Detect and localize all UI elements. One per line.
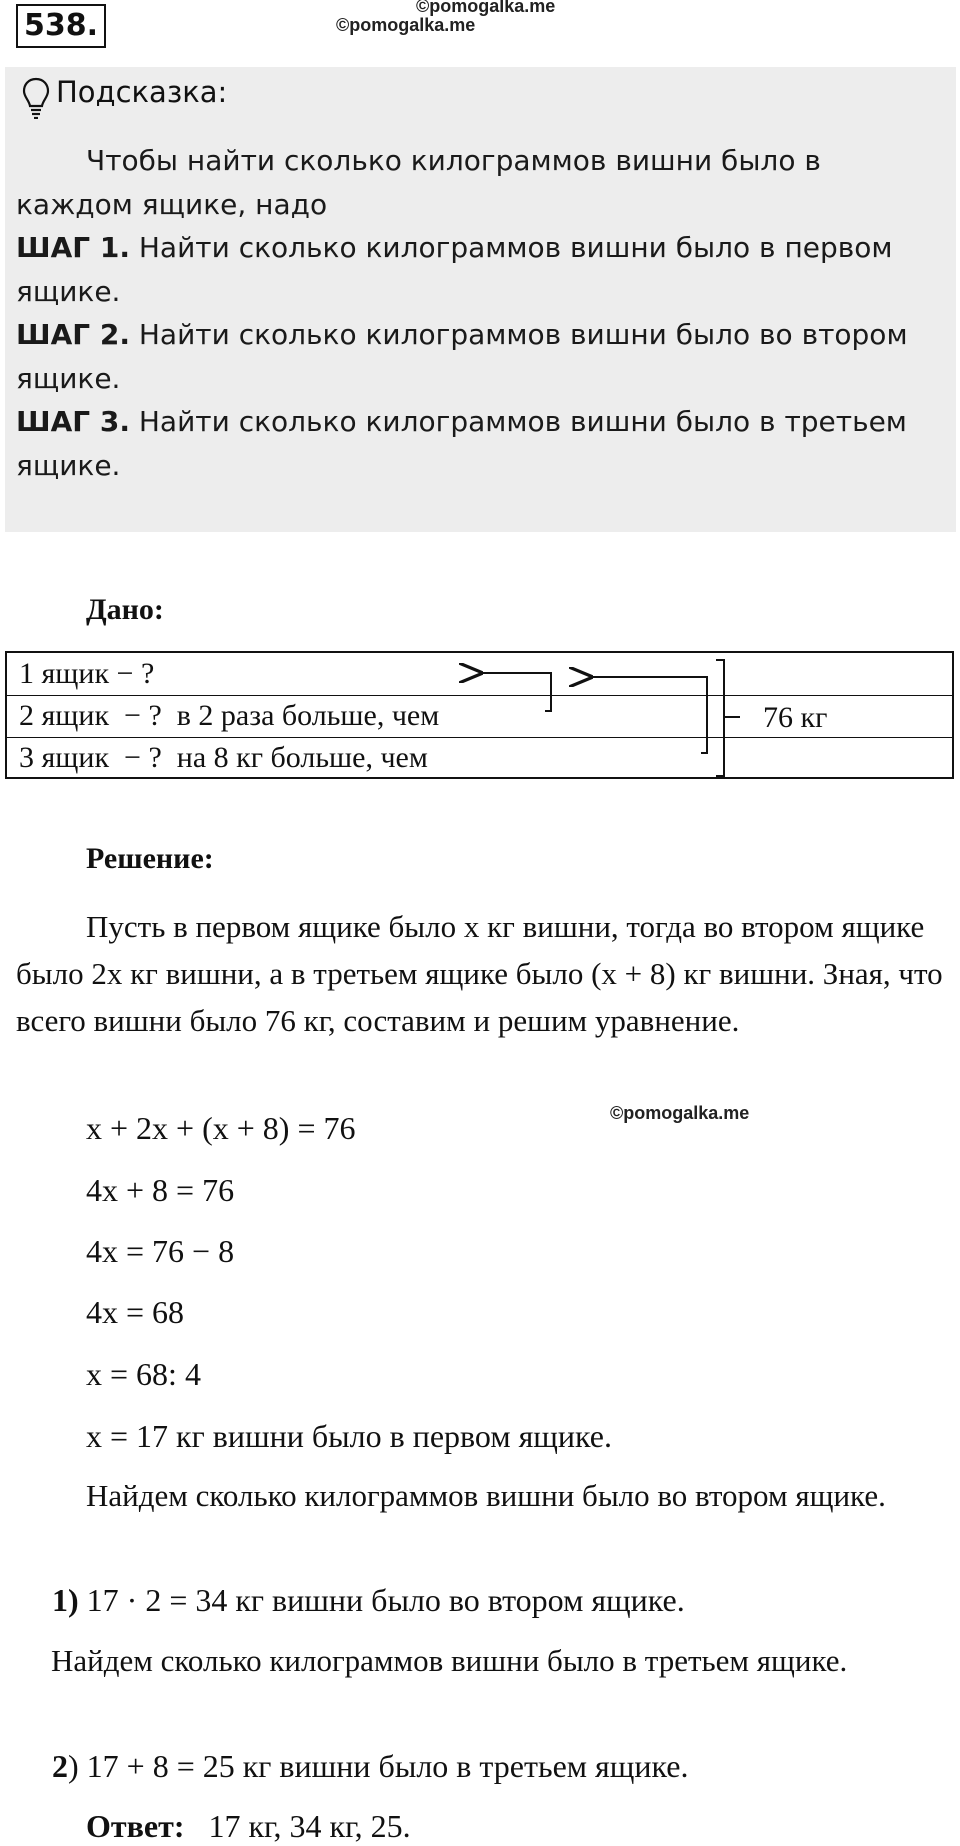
given-table <box>5 651 954 779</box>
equation-1: x + 2x + (x + 8) = 76 <box>86 1110 356 1146</box>
given-row-1: 1 ящик − ? <box>19 657 155 690</box>
hint-box <box>5 67 956 532</box>
find-third-text: Найдем сколько килограммов вишни было в третьем ящике. <box>51 1643 848 1678</box>
equation-2: 4x + 8 = 76 <box>86 1172 235 1208</box>
hint-intro: Чтобы найти сколько килограммов вишни было в каждом ящике, надо <box>16 144 821 221</box>
task-number-box <box>16 4 106 48</box>
solution-heading: Решение: <box>86 842 214 875</box>
answer <box>86 1806 411 1846</box>
lightbulb-icon <box>21 77 51 119</box>
task-number-dot: . <box>86 8 99 43</box>
answer-label: Ответ: <box>86 1808 185 1844</box>
watermark: ©pomogalka.me <box>610 1103 750 1123</box>
given-row-2: 2 ящик − ? в 2 раза больше, чем <box>19 699 440 732</box>
solution-intro: Пусть в первом ящике было x кг вишни, тогда во втором ящике было 2x кг вишни, а в третьем ящике было (x + 8) кг вишни. Зная, что всего вишни было 76 кг, составим и решим уравнение. <box>16 909 943 1038</box>
relation-arrows <box>7 653 956 781</box>
equation-6: x = 17 кг вишни было в первом ящике. <box>86 1418 612 1454</box>
step-1: 1) 17 · 2 = 34 кг вишни было во втором ящике. <box>52 1582 685 1618</box>
equation-4: 4x = 68 <box>86 1294 185 1330</box>
find-second-text: Найдем сколько килограммов вишни было во втором ящике. <box>86 1478 886 1513</box>
answer-value: 17 кг, 34 кг, 25. <box>208 1808 411 1844</box>
equation-3: 4x = 76 − 8 <box>86 1233 235 1269</box>
task-number: 538 <box>24 8 87 43</box>
given-total: 76 кг <box>763 701 828 734</box>
step-2: 2) 17 + 8 = 25 кг вишни было в третьем ящике. <box>52 1748 689 1784</box>
hint-text <box>16 139 916 487</box>
hint-step-3: ШАГ 3. Найти сколько килограммов вишни было в третьем ящике. <box>16 405 907 482</box>
hint-step-1: ШАГ 1. Найти сколько килограммов вишни было в первом ящике. <box>16 231 893 308</box>
hint-step-2: ШАГ 2. Найти сколько килограммов вишни было во втором ящике. <box>16 318 908 395</box>
watermark: ©pomogalka.me <box>416 0 556 16</box>
hint-title: Подсказка: <box>56 75 228 109</box>
given-heading: Дано: <box>86 593 164 626</box>
watermark: ©pomogalka.me <box>336 15 476 35</box>
equation-5: x = 68: 4 <box>86 1356 201 1392</box>
given-row-3: 3 ящик − ? на 8 кг больше, чем <box>19 741 428 774</box>
